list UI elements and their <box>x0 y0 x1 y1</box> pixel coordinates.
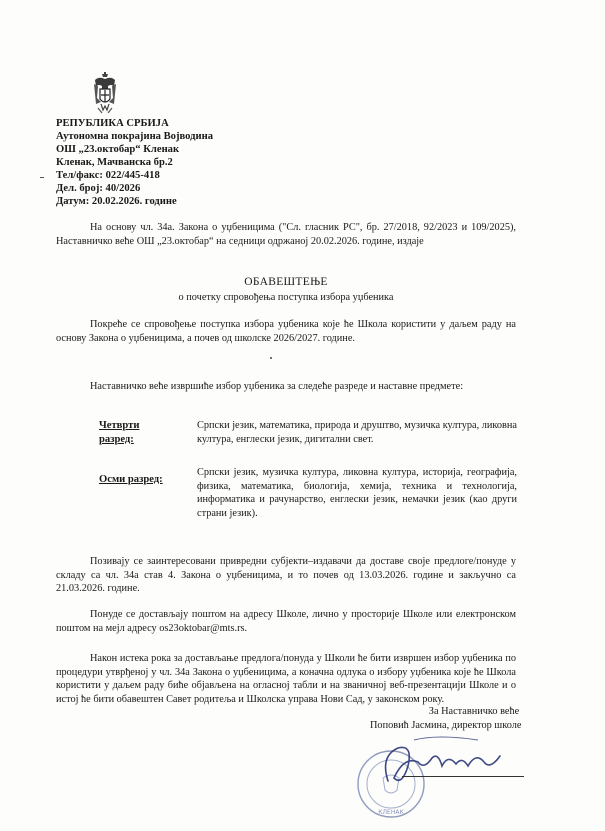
grade-eight-subjects: Српски језик, музичка култура, ликовна култура, историја, географија, физика, математика, биологија, хемија, техника и технологија, информатика и рачунарство, енглески језик, немачки језик (као други страни језик). <box>197 467 517 519</box>
header-republic: РЕПУБЛИКА СРБИЈА <box>56 118 169 129</box>
paragraph-submission: Понуде се достављају поштом на адресу Школе, лично у просторије Школе или електронском поштом на мејл адресу os23oktobar@mts.rs. <box>56 609 516 634</box>
header-province: Аутономна покрајина Војводина <box>56 131 214 142</box>
grade-eight-label: Осми разред: <box>99 474 163 485</box>
signature-role: За Наставничко веће <box>428 706 520 717</box>
header-reference-number: Дел. број: 40/2026 <box>56 183 141 194</box>
grade-four-subjects: Српски језик, математика, природа и друштво, музичка култура, ликовна култура, енглески језик, дигитални свет. <box>197 420 517 445</box>
notice-title: ОБАВЕШТЕЊЕ <box>244 276 328 288</box>
margin-mark <box>40 177 44 178</box>
intro-paragraph: На основу чл. 34а. Закона о уџбеницима ("Сл. гласник РС", бр. 27/2018, 92/2023 и 109/2025), Наставничко веће ОШ „23.октобар“ на седници одржаној 20.02.2026. године, издаје <box>56 222 516 247</box>
paragraph-publishers-invitation: Позивају се заинтересовани привредни субјекти–издавачи да доставе своје предлоге/понуде у складу са чл. 34а став 4. Закона о уџбеницима, и то почев од 13.03.2026. године и закључно са 21.03.2026. године. <box>56 556 516 595</box>
header-address: Кленак, Мачванска бр.2 <box>56 157 173 168</box>
paragraph-grades-intro: Наставничко веће извршиће избор уџбеника за следеће разреде и наставне предмете: <box>90 381 464 392</box>
handwritten-signature <box>358 726 528 796</box>
header-date: Датум: 20.02.2026. године <box>56 196 177 207</box>
notice-subtitle: о почетку спровођења поступка избора уџбеника <box>178 292 394 303</box>
header-phone: Тел/факс: 022/445-418 <box>56 170 160 181</box>
serbian-coat-of-arms-icon <box>92 72 118 114</box>
paragraph-procedure-start: Покреће се спровођење поступка избора уџбеника које ће Школа користити у даљем раду на основу Закона о уџбеницима, а почев од школске 2026/2027. године. <box>56 319 516 344</box>
signature-name: Поповић Јасмина, директор школе <box>370 720 522 731</box>
stray-dot <box>270 357 272 359</box>
header-school: ОШ „23.октобар“ Кленак <box>56 144 180 155</box>
stamp-text: КЛЕНАК <box>378 809 404 816</box>
signature-line <box>402 776 524 777</box>
paragraph-final-decision: Након истека рока за достављање предлога/понуда у Школи ће бити извршен избор уџбеника по процедури утврђеној у чл. 34а Закона о уџбеницима, а коначна одлука о избору уџбеника које ће Школа користити у даљем раду биће објављена на огласној табли и на званичној веб-презентацији Школе и о истој ће бити обавештен Савет родитеља и Школска управа Нови Сад, у законском року. <box>56 653 516 705</box>
grade-four-label: Четврти разред: <box>99 420 140 445</box>
